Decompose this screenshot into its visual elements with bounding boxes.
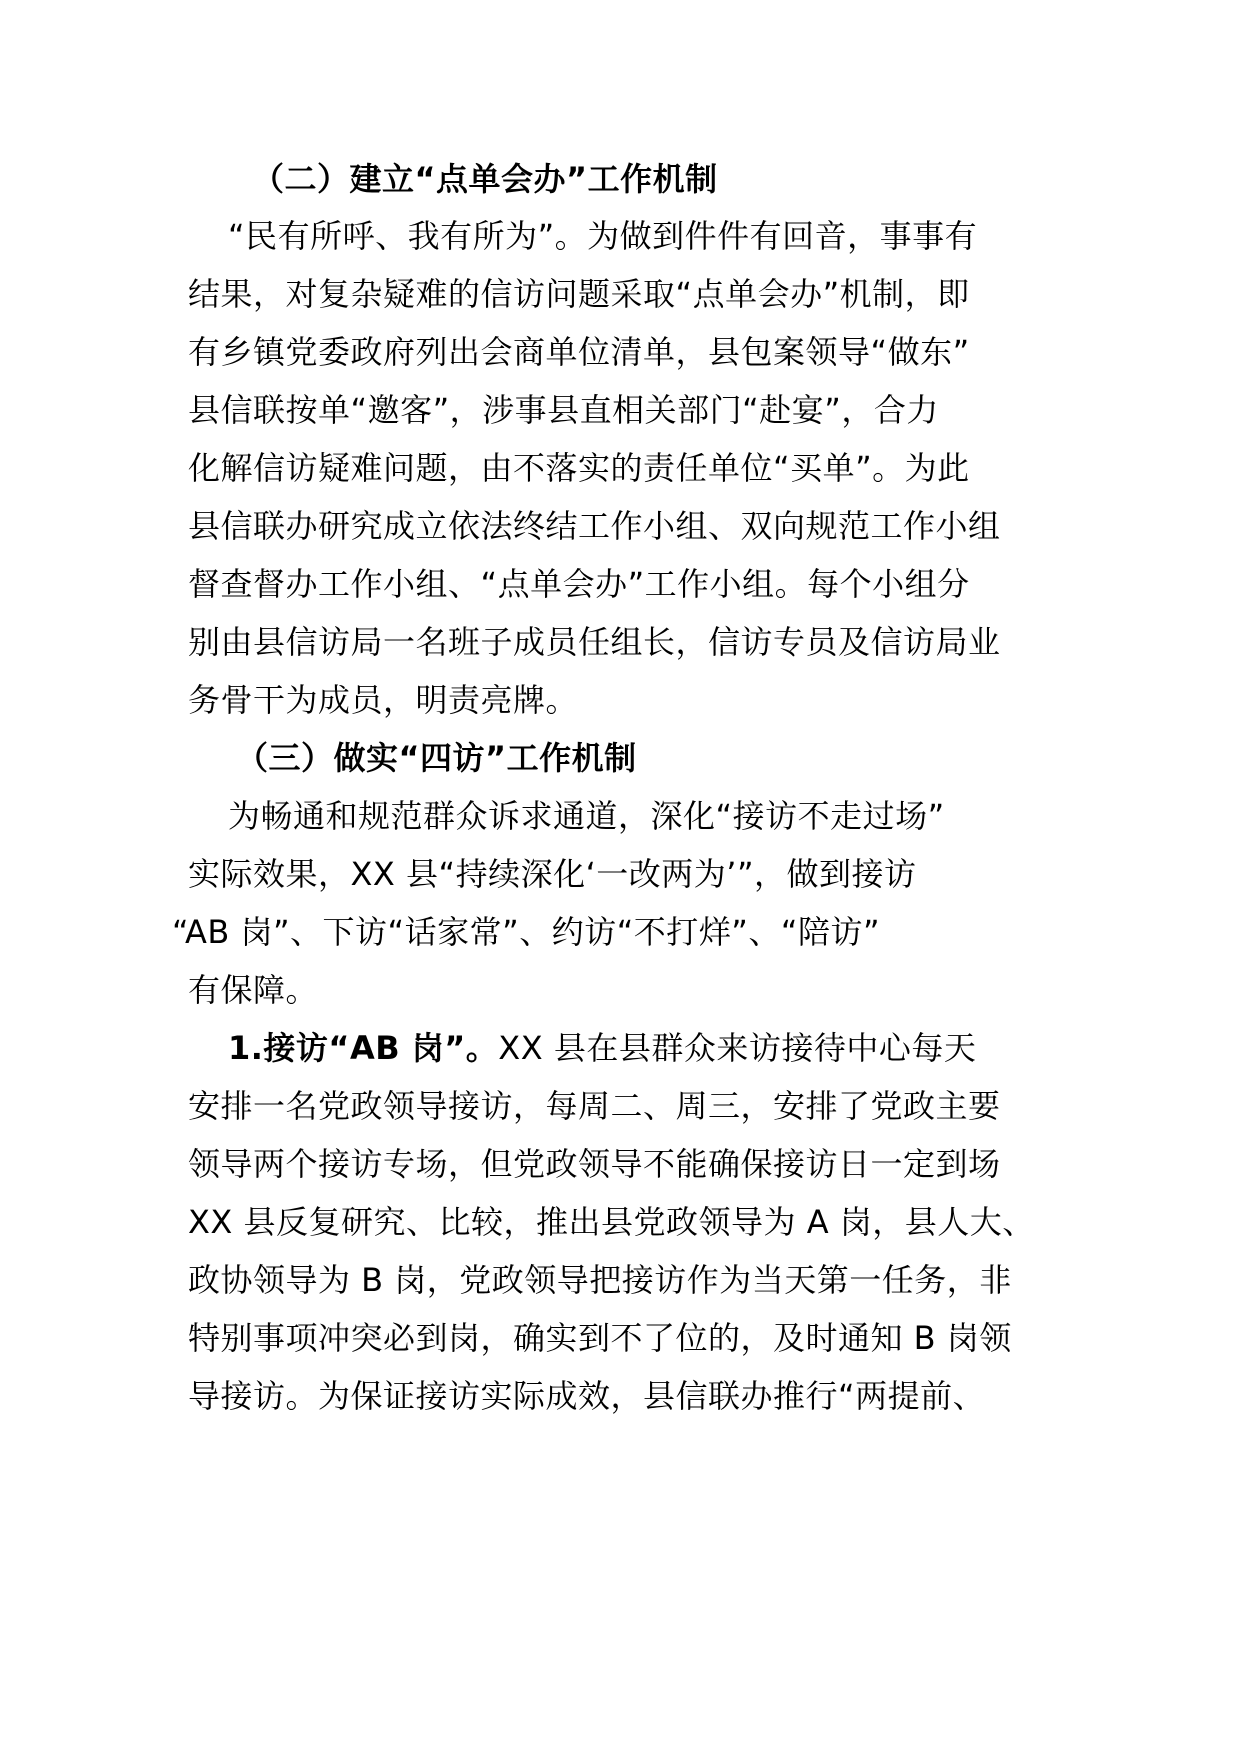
paragraph-line: 别由县信访局一名班子成员任组长，信访专员及信访局业 bbox=[188, 623, 1001, 661]
subsection-lead: 1.接访“AB 岗”。 bbox=[228, 1029, 499, 1067]
paragraph-line: 有乡镇党委政府列出会商单位清单，县包案领导“做东” bbox=[188, 333, 970, 371]
paragraph-line: 县信联按单“邀客”，涉事县直相关部门“赴宴”，合力 bbox=[188, 391, 939, 429]
paragraph-line: 特别事项冲突必到岗，确实到不了位的，及时通知 B 岗领 bbox=[188, 1319, 1012, 1357]
paragraph-line: “民有所呼、我有所为”。为做到件件有回音，事事有 bbox=[228, 217, 978, 255]
paragraph-line: 实际效果，XX 县“持续深化‘一改两为’”，做到接访 bbox=[188, 855, 917, 893]
paragraph-line: 为畅通和规范群众诉求通道，深化“接访不走过场” bbox=[228, 797, 945, 835]
paragraph-line: “AB 岗”、下访“话家常”、约访“不打烊”、“陪访” bbox=[172, 913, 881, 951]
paragraph-line: XX 县反复研究、比较，推出县党政领导为 A 岗，县人大、 bbox=[188, 1203, 1035, 1241]
paragraph-line: 安排一名党政领导接访，每周二、周三，安排了党政主要 bbox=[188, 1087, 1001, 1125]
section-heading-2: （二）建立“点单会办”工作机制 bbox=[252, 160, 718, 198]
paragraph-line: 务骨干为成员，明责亮牌。 bbox=[188, 681, 579, 719]
paragraph-line: 领导两个接访专场，但党政领导不能确保接访日一定到场 bbox=[188, 1145, 1001, 1183]
paragraph-line: 导接访。为保证接访实际成效，县信联办推行“两提前、 bbox=[188, 1377, 986, 1415]
paragraph-line: 督查督办工作小组、“点单会办”工作小组。每个小组分 bbox=[188, 565, 970, 603]
paragraph-line: 有保障。 bbox=[188, 971, 319, 1009]
paragraph-line: 政协领导为 B 岗，党政领导把接访作为当天第一任务，非 bbox=[188, 1261, 1012, 1299]
paragraph-line: 化解信访疑难问题，由不落实的责任单位“买单”。为此 bbox=[188, 449, 970, 487]
subsection-text: XX 县在县群众来访接待中心每天 bbox=[498, 1029, 977, 1067]
subsection-paragraph-line bbox=[228, 1016, 1100, 1080]
paragraph-line: 县信联办研究成立依法终结工作小组、双向规范工作小组 bbox=[188, 507, 1001, 545]
section-heading-3: （三）做实“四访”工作机制 bbox=[236, 739, 637, 777]
paragraph-line: 结果，对复杂疑难的信访问题采取“点单会办”机制，即 bbox=[188, 275, 970, 313]
